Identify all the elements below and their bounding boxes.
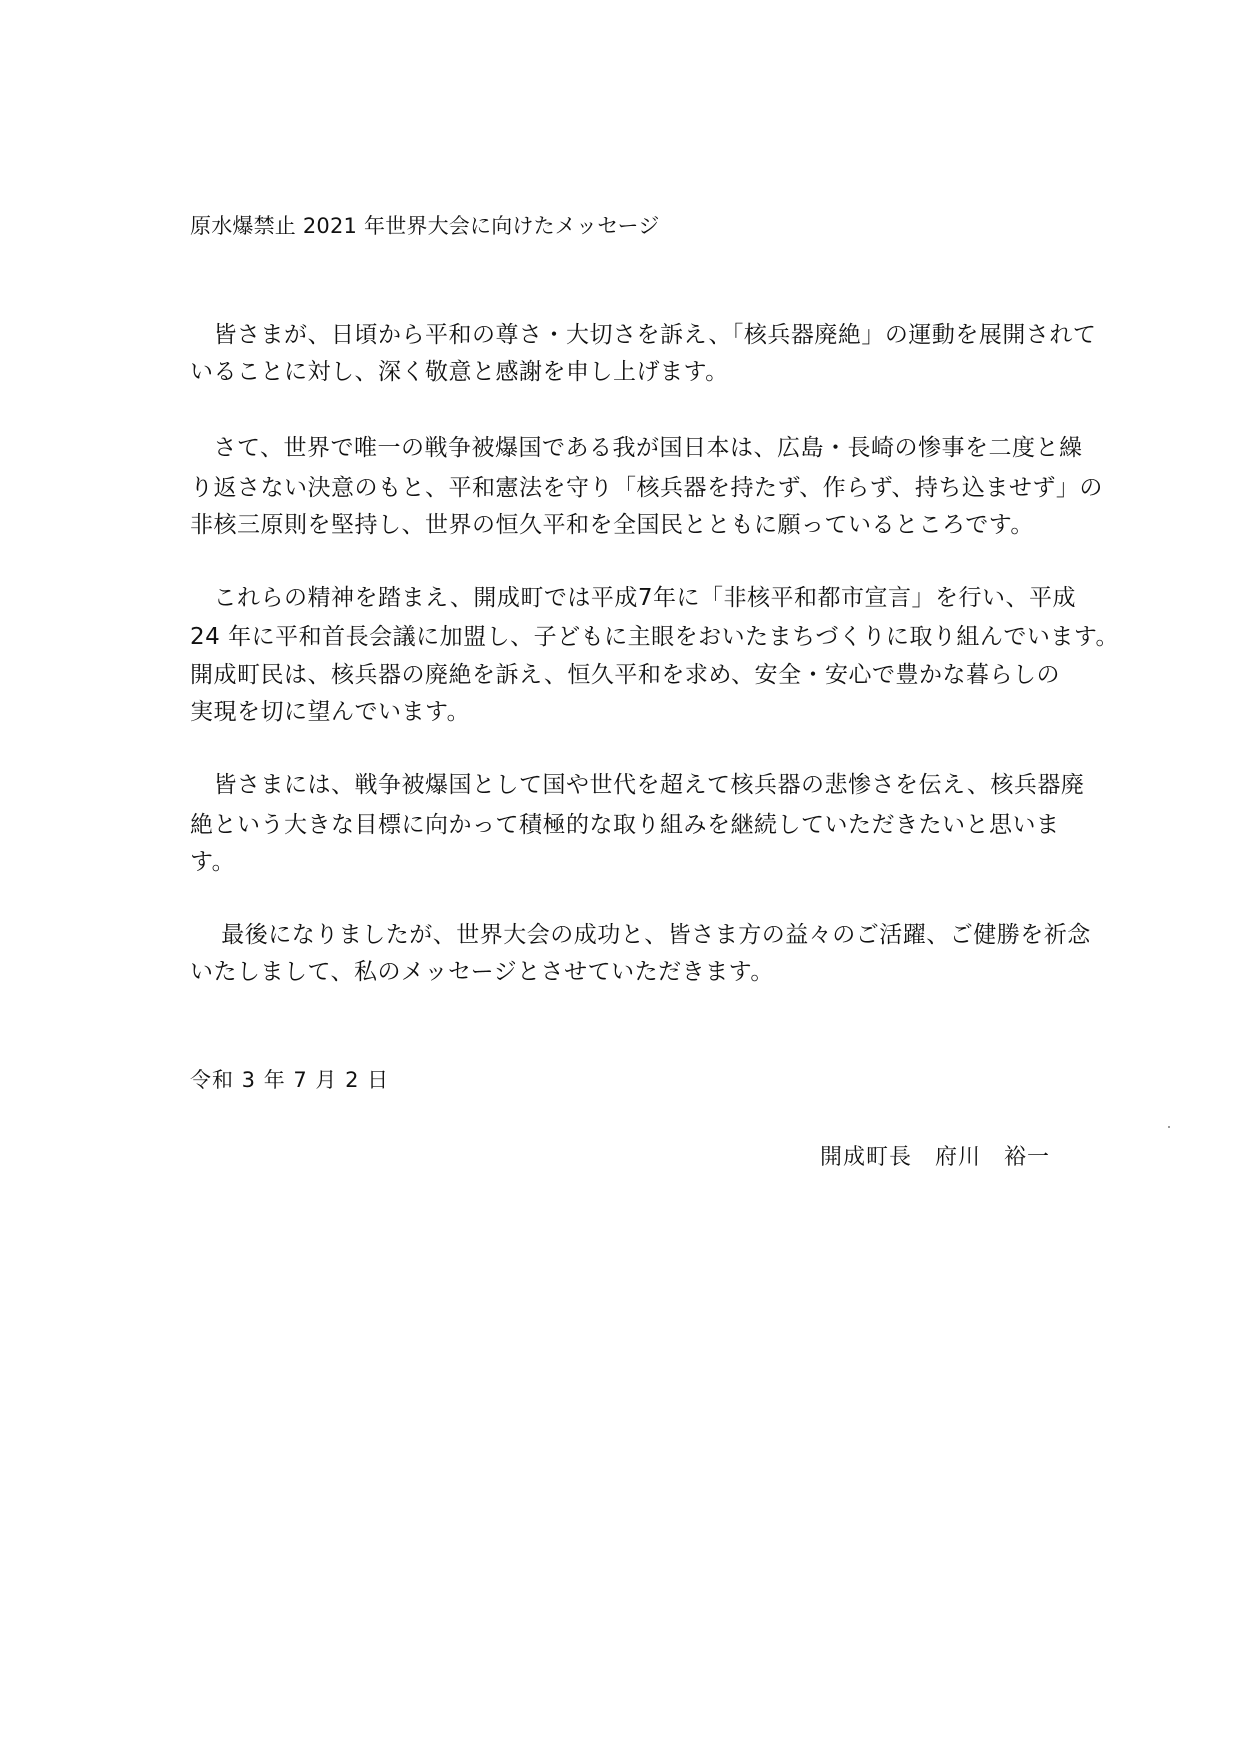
- paragraph-2-line-3: 非核三原則を堅持し、世界の恒久平和を全国民とともに願っているところです。: [190, 512, 1034, 538]
- paragraph-5-line-1: 最後になりましたが、世界大会の成功と、皆さま方の益々のご活躍、ご健勝を祈念: [190, 922, 1091, 948]
- paragraph-2-line-2: り返さない決意のもと、平和憲法を守り「核兵器を持たず、作らず、持ち込ませず」の: [190, 475, 1103, 501]
- paragraph-1-line-1: 皆さまが、日頃から平和の尊さ・大切さを訴え、「核兵器廃絶」の運動を展開されて: [190, 322, 1097, 348]
- paragraph-4-line-3: す。: [190, 849, 236, 875]
- paragraph-4-line-1: 皆さまには、戦争被爆国として国や世代を超えて核兵器の悲惨さを伝え、核兵器廃: [190, 772, 1085, 798]
- paragraph-3-line-1: これらの精神を踏まえ、開成町では平成7年に「非核平和都市宣言」を行い、平成: [190, 585, 1077, 611]
- paragraph-3-line-3: 開成町民は、核兵器の廃絶を訴え、恒久平和を求め、安全・安心で豊かな暮らしの: [190, 662, 1060, 688]
- paragraph-2-line-1: さて、世界で唯一の戦争被爆国である我が国日本は、広島・長崎の惨事を二度と繰: [190, 435, 1083, 461]
- scan-speck: [1168, 1126, 1170, 1128]
- document-date: 令和 3 年 7 月 2 日: [190, 1068, 390, 1092]
- document-title: 原水爆禁止 2021 年世界大会に向けたメッセージ: [190, 214, 660, 238]
- paragraph-1-line-2: いることに対し、深く敬意と感謝を申し上げます。: [190, 359, 729, 385]
- paragraph-3-line-2: 24 年に平和首長会議に加盟し、子どもに主眼をおいたまちづくりに取り組んでいます。: [190, 624, 1120, 650]
- paragraph-5-line-2: いたしまして、私のメッセージとさせていただきます。: [190, 959, 774, 985]
- paragraph-4-line-2: 絶という大きな目標に向かって積極的な取り組みを継続していただきたいと思いま: [190, 812, 1060, 838]
- signature-line: 開成町長 府川 裕一: [820, 1145, 1051, 1170]
- paragraph-3-line-4: 実現を切に望んでいます。: [190, 699, 471, 725]
